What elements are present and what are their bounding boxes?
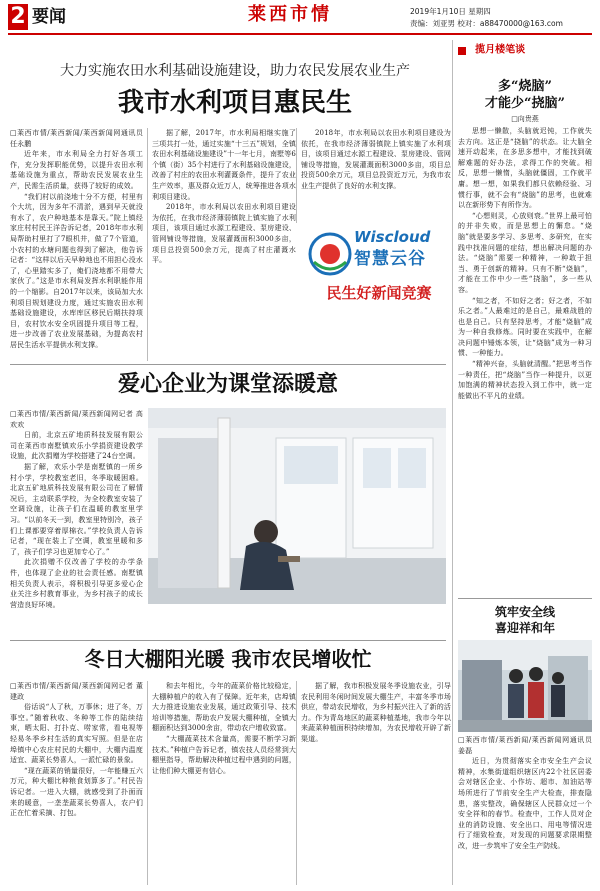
column-title-line1[interactable]: 多“烧脑” [498, 79, 552, 94]
divider [458, 598, 592, 599]
column-tag-marker [458, 47, 466, 55]
story3-headline[interactable]: 冬日大棚阳光暖 我市农民增收忙 [84, 647, 372, 671]
story3-paragraph: 和去年相比，今年的蔬菜价格比较稳定，大棚种植户的收入有了保障。近年来，店埠镇大力推进设施农业发展，通过政策引导、技术培训等措施，帮助农户发展大棚种植，全镇大棚面积达到3000余亩，带动农户增收致富。 [152, 682, 296, 733]
column-title-line2[interactable]: 才能少“挠脑” [485, 96, 565, 111]
column-paragraph: “知之者，不如好之者；好之者，不如乐之者。”人最难过的是自己，最难战胜的也是自己。只有坚持思考，才能“烧脑”成为一种自我修炼。同时要在实践中，在解决问题中锤炼本领，让“烧脑”成为一种习惯、一种能力。 [458, 296, 592, 358]
story1-kicker: 大力实施农田水利基础设施建设，助力农民发展农业生产 [60, 63, 410, 79]
promo-brand-en: Wiscloud [354, 228, 431, 246]
page-number: 2 [8, 4, 28, 30]
column-tag-label: 揽月楼笔谈 [475, 44, 526, 56]
issue-date: 2019年1月10日 星期四 [410, 7, 491, 16]
story3-col2 [147, 681, 296, 885]
story1-paragraph: 近年来，市水利局全力打好各项工作，充分发挥职能优势，以提升农田水利基础设施为重点，帮助农民发展农业生产，民需生活质量，获得了较好的成效。 [10, 150, 143, 190]
right-column-rule [452, 40, 453, 885]
column-body [458, 126, 592, 602]
story1-headline[interactable]: 我市水利项目惠民生 [117, 88, 352, 118]
inspection-photo-icon [458, 640, 592, 732]
story2-paragraph: 据了解，欢乐小学是南墅镇的一所乡村小学，学校教室老旧，冬季取暖困难。北京五矿地质科技发展有限公司在了解情况后，主动联系学校，为全校教室安装了空调设施，让孩子们在温暖的教室里学习。“以前冬天一到，教室里特别冷，孩子们上课都要穿着厚棉衣。”学校负责人告诉记者，“现在装上了空调，教室里暖和多了，孩子们学习也更加专心了。” [10, 462, 143, 556]
column-paragraph: “精神兴奋，头脑就清醒。”把思考当作一种责任，把“烧脑”当作一种提升，以更加饱满的精神状态投入到工作中，就一定能做出不平凡的业绩。 [458, 360, 592, 400]
story1-paragraph: “我们村以前浇地十分不方便，村里有个大坑，因为多年不清淤，遇到早天就没有水了，农户种地基本是靠天。”院上镇经家庄村村民王洋告诉记者，2018年市水利局帮助村里打了7眼机井，做了7个管道，小农村的水塘问题也得到了解决，他告诉记者：“这样以后天早种地也不用担心没水了，心里踏实多了，俺们浇地都不用带大家伙了。”这是市水利局发挥水利职能作用的一个缩影。自2017年以来，该局加大水利项目规划建设力度，通过实施农田水利基础设施建设，水库库区移民后期扶持项目，农村饮水安全巩固提升项目等工程，进一步改善了农业发展基础，为提高农村居民生活水平提供水利支撑。 [10, 192, 143, 349]
story2-col2 [148, 608, 446, 638]
story2-headline[interactable]: 爱心企业为课堂添暖意 [117, 371, 338, 397]
story4-headline-line2[interactable]: 喜迎祥和年 [494, 621, 555, 635]
story3-paragraph: “现在蔬菜的销量很好，一年能赚五六万元，种大棚比种粮食划算多了。”村民告诉记者。一进入大棚，就感受到了扑面而来的暖意，一垄垄蔬菜长势喜人，农户们正在忙着采摘、打包。 [10, 766, 143, 818]
header-divider [8, 33, 592, 35]
story1-col2 [147, 128, 296, 361]
story3-paragraph: “大棚蔬菜技术含量高，需要不断学习新技术。”种植户告诉记者，镇农技人员经常到大棚里指导，帮助解决种植过程中遇到的问题，让他们种大棚更有信心。 [152, 734, 296, 775]
story3-col1 [10, 681, 143, 885]
story2-col1 [10, 409, 143, 639]
editor-line: 责编：刘亚男 校对：a88470000@163.com [410, 19, 563, 28]
story1-col1 [10, 128, 143, 361]
column-author: □向贵燕 [511, 115, 539, 123]
paper-logo[interactable]: 莱西市情 [248, 4, 332, 25]
column-paragraph: “心想则灵，心放则衰。”世界上最可怕的并非失败，而是思想上的懈怠。“烧脑”就是要多学习、多思考、多研究，在实践中找准问题的症结，想出解决问题的办法。“烧脑”需要一种精神，一种敢于担当、勇于创新的精神。只有不断“烧脑”，才能在工作中少一些“挠脑”，多一些从容。 [458, 211, 592, 294]
section-title: 要闻 [32, 7, 66, 27]
promo-banner[interactable] [300, 226, 450, 310]
column-paragraph: 思想一懒散，头脑就迟钝，工作就失去方向。这正是“挠脑”的状态。让大脑全速开动起来，在多思多想中，才能找到破解难题的好办法，求得工作的突破。相反，思想一懒惰，头脑就僵固，工作就平庸。想一想，如果我们都只依赖经验、习惯行事，就不会有“烧脑”的思考，也就难以在新形势下有所作为。 [458, 127, 592, 210]
story4-headline-line1[interactable]: 筑牢安全线 [494, 605, 555, 619]
story3-byline: □莱西市情/莱西新闻/莱西新闻网记者 董建政 [10, 682, 143, 701]
divider [10, 640, 446, 641]
story3-paragraph: 据了解，我市积极发展冬季设施农业，引导农民利用冬闲时间发展大棚生产，丰富冬季市场供应，带动农民增收，为乡村振兴注入了新的活力。作为青岛地区的蔬菜种植基地，我市今年以来蔬菜种植面积持续增加，为农民增收开辟了新渠道。 [301, 682, 451, 743]
story1-col3 [296, 128, 451, 223]
story2-byline: □莱西市情/莱西新闻/莱西新闻网记者 高欢欢 [10, 410, 143, 429]
promo-brand-cn: 智慧云谷 [354, 249, 426, 269]
story1-paragraph: 2018年，市水利局以农田水利项目建设为依托，在我市经济薄弱镇院上镇实施了水利项目，该项目通过水源工程建设、泵房建设、管网铺设等措施，发展灌溉面积3000多亩，项目总投资500余万元，项目总投资近万元，为我市农业生产提供了良好的水利支撑。 [301, 129, 451, 190]
story4-byline: □莱西市情/莱西新闻/莱西新闻网通讯员 姜磊 [458, 736, 592, 755]
story1-paragraph: 2018年，市水利局以农田水利项目建设为依托，在我市经济薄弱镇院上镇实施了水利项目，该项目通过水源工程建设、泵房建设、管网铺设等措施，发展灌溉面积3000多亩，项目总投资500余万元，提高了村庄灌溉水平。 [152, 203, 296, 265]
story2-paragraph: 此次捐赠不仅改善了学校的办学条件，也体现了企业的社会责任感。南墅镇相关负责人表示，将积极引导更多爱心企业关注乡村教育事业，为乡村孩子的成长营造良好环境。 [10, 558, 143, 609]
story4-photo [458, 640, 592, 732]
story2-paragraph: 日前，北京五矿地质科技发展有限公司在莱西市南墅镇欢乐小学捐资建设教学设施，此次捐赠为学校搭建了24台空调。 [10, 431, 143, 461]
story1-paragraph: 据了解，2017年，市水利局相继实施了三项共打一处，通过实施“十三五”规划，全镇农田水利基础设施建设”十一年七月，南墅等6个镇（街）35个村进行了水利基础设施建设，改善了村庄的农田水利灌溉条件，提升了农业生产效率，惠及群众近万人，统筹推进各项水利项目建设。 [152, 129, 296, 201]
story4-paragraph: 近日，为贯彻落实全市安全生产会议精神，水集街道组织辖区内22个社区居委会对辖区企业、小作坊、超市、加油站等场所进行了节前安全生产大检查，排查隐患，落实整改，确保辖区人民群众过一个安全祥和的春节。检查中，工作人员对企业的消防设施、安全出口、用电等情况进行了细致检查，对发现的问题要求限期整改，进一步筑牢了安全生产防线。 [458, 757, 592, 850]
promo-slogan: 民生好新闻竞赛 [326, 284, 432, 302]
story1-byline: □莱西市情/莱西新闻/莱西新闻网通讯员 任永鹏 [10, 129, 143, 148]
column-tag[interactable] [458, 40, 592, 56]
story4-body [458, 735, 592, 885]
classroom-photo-icon [148, 408, 446, 604]
story3-paragraph: 俗话说“人了秋，万事休；进了冬，万事空。”随着秋收、冬种等工作的陆续结束，晒太阳、打扑克、唠家常，看电视等轻易冬季乡村生活的真实写照。但是在店埠镇中心农庄村民的大棚中，大棚内温度适宜、蔬菜长势喜人，一派忙碌的景象。 [10, 703, 143, 765]
story2-photo [148, 408, 446, 604]
divider [10, 364, 446, 365]
story3-col3 [296, 681, 451, 885]
